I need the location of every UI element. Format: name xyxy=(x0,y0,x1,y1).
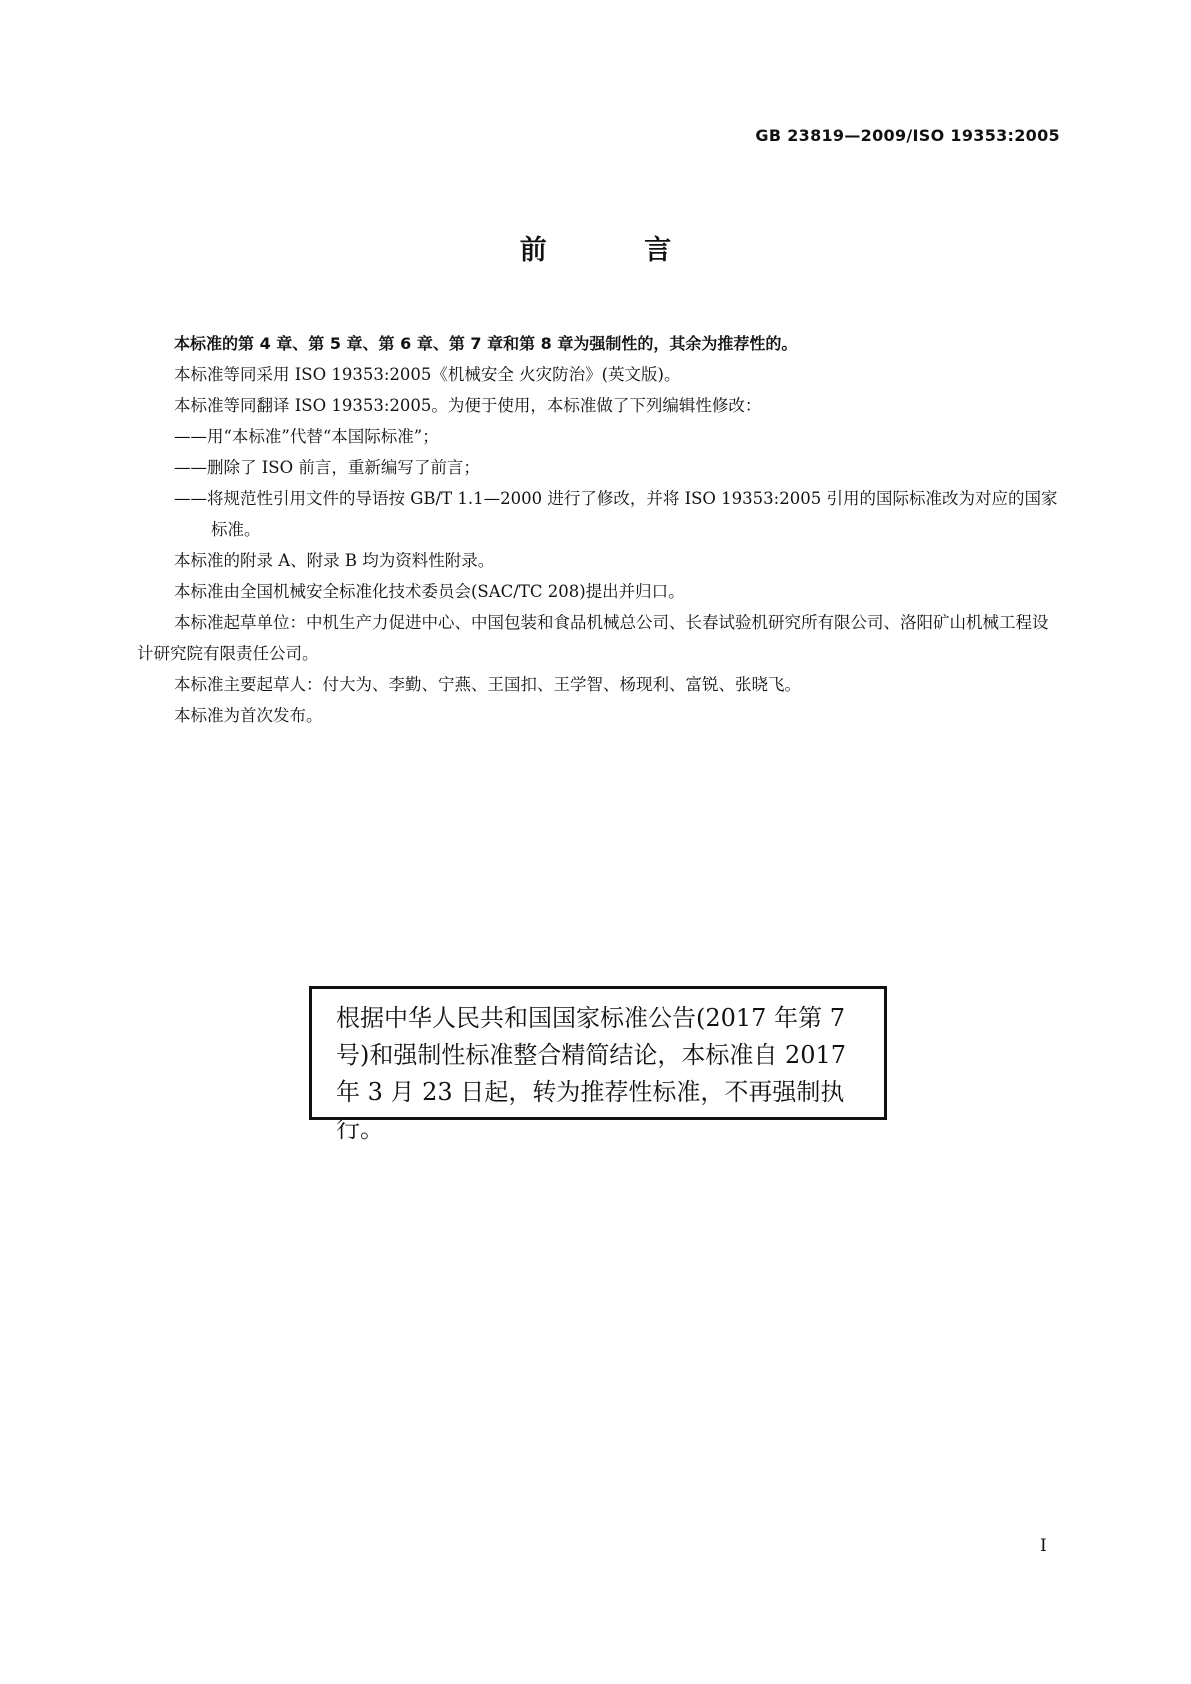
notice-line: 号)和强制性标准整合精简结论，本标准自 2017 xyxy=(336,1041,847,1069)
status-change-notice xyxy=(309,986,887,1143)
modification-item-2: ——删除了 ISO 前言，重新编写了前言； xyxy=(174,458,480,477)
drafters-statement: 本标准主要起草人：付大为、李勤、宁燕、王国扣、王学智、杨现利、富锐、张晓飞。 xyxy=(174,675,801,694)
translation-statement: 本标准等同翻译 ISO 19353:2005。为便于使用，本标准做了下列编辑性修改： xyxy=(174,396,762,415)
modification-item-1: ——用“本标准”代替“本国际标准”； xyxy=(174,427,439,446)
adoption-statement: 本标准等同采用 ISO 19353:2005《机械安全 火灾防治》(英文版)。 xyxy=(174,365,681,384)
proposer-statement: 本标准由全国机械安全标准化技术委员会(SAC/TC 208)提出并归口。 xyxy=(174,582,685,601)
foreword-body xyxy=(137,328,1062,731)
notice-line: 年 3 月 23 日起，转为推荐性标准，不再强制执行。 xyxy=(336,1078,845,1143)
first-release-statement: 本标准为首次发布。 xyxy=(174,706,323,725)
standard-code: GB 23819—2009/ISO 19353:2005 xyxy=(755,126,1060,145)
mandatory-clause-statement: 本标准的第 4 章、第 5 章、第 6 章、第 7 章和第 8 章为强制性的，其余为推荐性的。 xyxy=(174,334,798,353)
notice-line: 根据中华人民共和国国家标准公告(2017 年第 7 xyxy=(336,1004,845,1032)
drafting-units-statement: 本标准起草单位：中机生产力促进中心、中国包装和食品机械总公司、长春试验机研究所有限公司、洛阳矿山机械工程设计研究院有限责任公司。 xyxy=(137,613,1049,663)
page-number: I xyxy=(1040,1536,1047,1556)
page-title: 前 言 xyxy=(519,235,716,266)
modification-item-3: ——将规范性引用文件的导语按 GB/T 1.1—2000 进行了修改，并将 ISO 19353:2005 引用的国际标准改为对应的国家标准。 xyxy=(174,489,1058,539)
annex-statement: 本标准的附录 A、附录 B 均为资料性附录。 xyxy=(174,551,495,570)
